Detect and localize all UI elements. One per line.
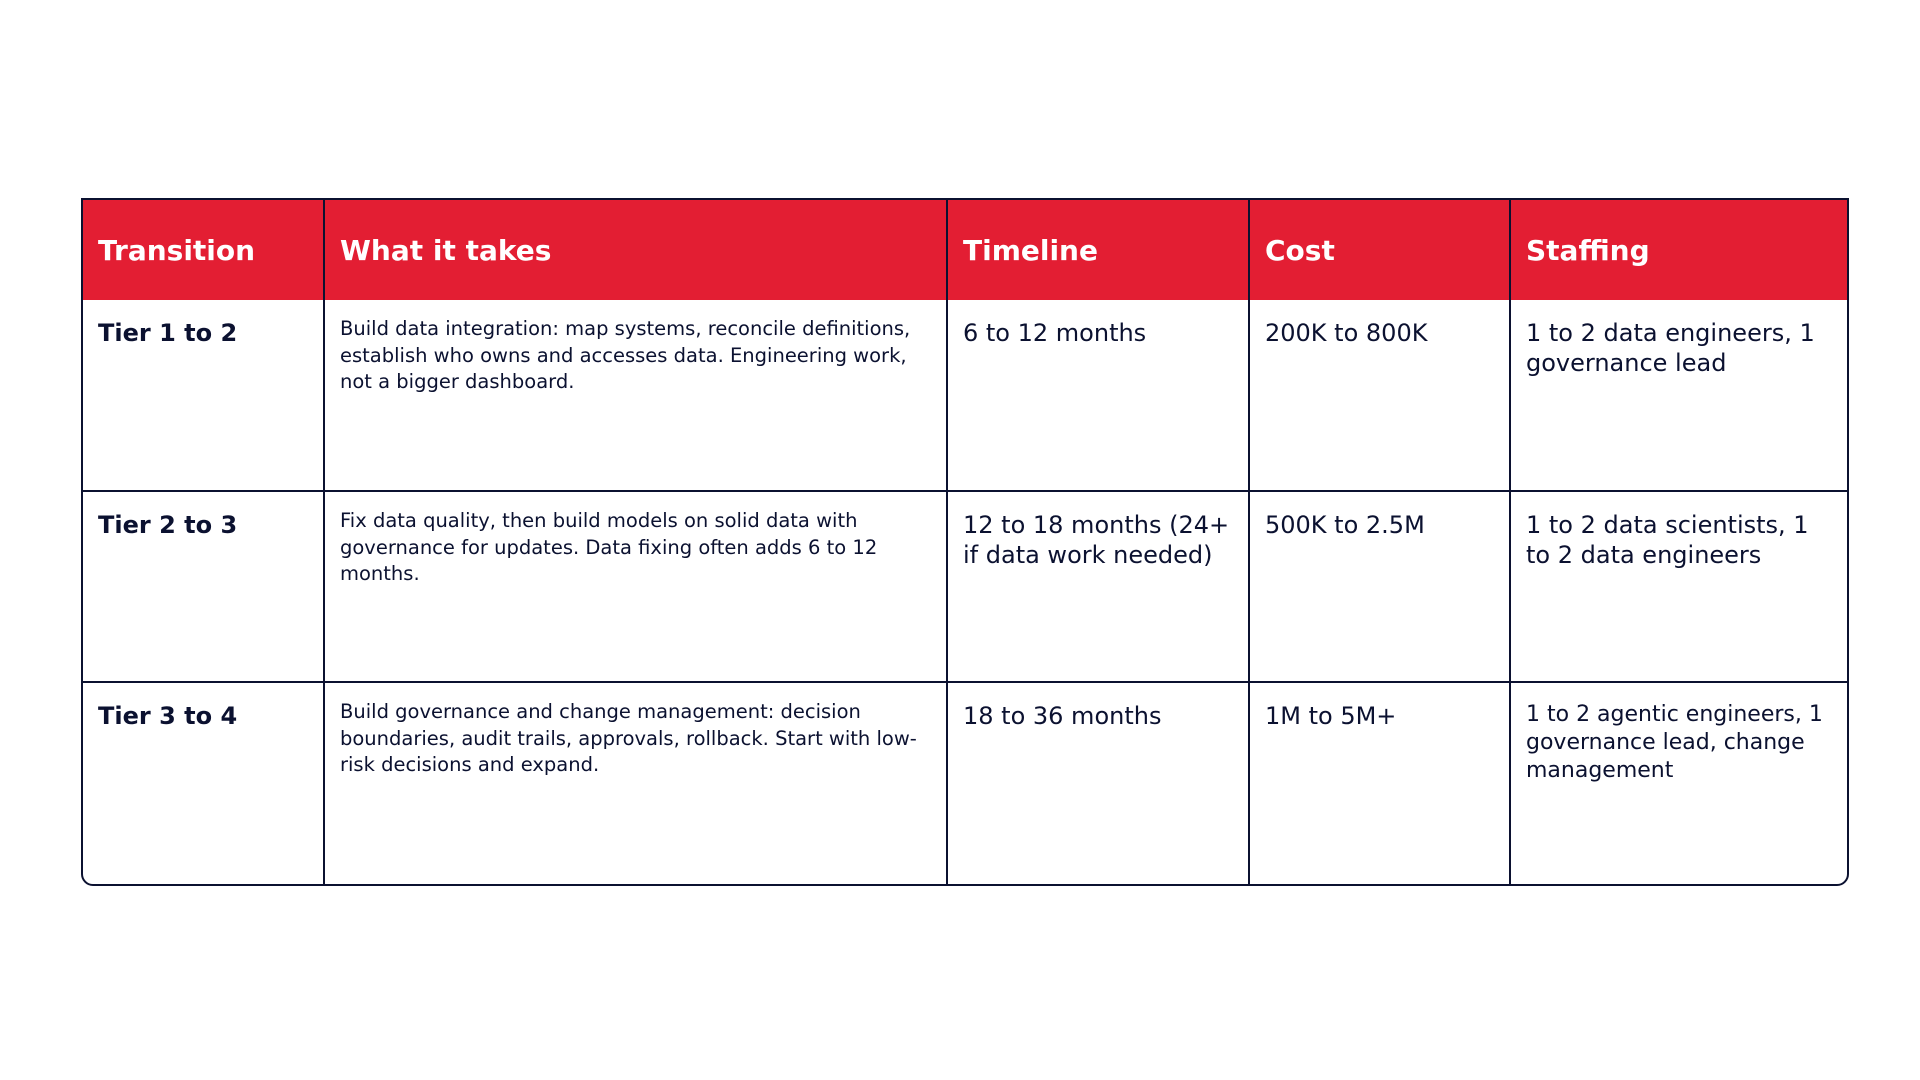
- cell-timeline: 12 to 18 months (24+ if data work needed): [947, 491, 1249, 682]
- table-row: [83, 491, 1847, 682]
- cell-what-it-takes: Build data integration: map systems, reconcile definitions, establish who owns and accesses data. Engineering work, not a bigger dashboard.: [324, 300, 947, 491]
- cell-what-it-takes: Fix data quality, then build models on solid data with governance for updates. Data fixing often adds 6 to 12 months.: [324, 491, 947, 682]
- cell-staffing: 1 to 2 data scientists, 1 to 2 data engineers: [1510, 491, 1847, 682]
- transition-table: [81, 198, 1849, 886]
- header-what-it-takes: What it takes: [324, 200, 947, 300]
- header-cost: Cost: [1249, 200, 1510, 300]
- cell-transition: Tier 2 to 3: [83, 491, 324, 682]
- cell-what-it-takes: Build governance and change management: decision boundaries, audit trails, approvals, rollback. Start with low-risk decisions and expand.: [324, 682, 947, 885]
- header-staffing: Staffing: [1510, 200, 1847, 300]
- header-transition: Transition: [83, 200, 324, 300]
- cell-timeline: 18 to 36 months: [947, 682, 1249, 885]
- table-header-row: [83, 200, 1847, 300]
- header-timeline: Timeline: [947, 200, 1249, 300]
- table-row: [83, 682, 1847, 885]
- cell-transition: Tier 1 to 2: [83, 300, 324, 491]
- transition-table-grid: [83, 200, 1847, 885]
- cell-staffing: 1 to 2 data engineers, 1 governance lead: [1510, 300, 1847, 491]
- table-row: [83, 300, 1847, 491]
- cell-staffing: 1 to 2 agentic engineers, 1 governance lead, change management: [1510, 682, 1847, 885]
- cell-transition: Tier 3 to 4: [83, 682, 324, 885]
- cell-cost: 200K to 800K: [1249, 300, 1510, 491]
- cell-cost: 1M to 5M+: [1249, 682, 1510, 885]
- cell-timeline: 6 to 12 months: [947, 300, 1249, 491]
- cell-cost: 500K to 2.5M: [1249, 491, 1510, 682]
